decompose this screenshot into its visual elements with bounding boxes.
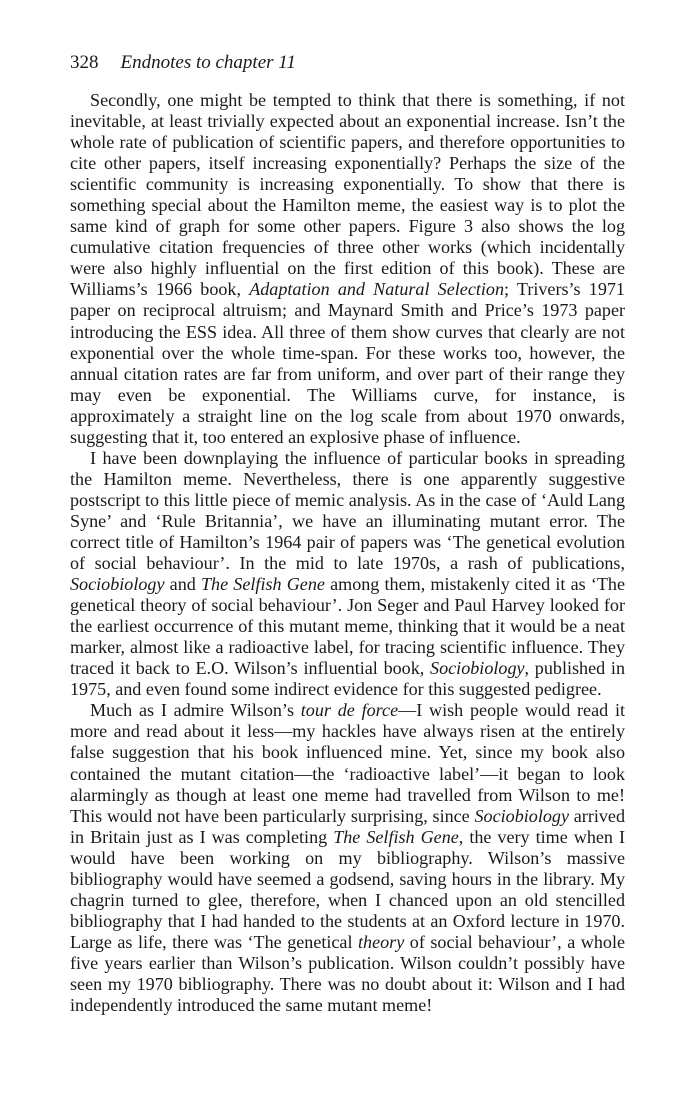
italic-text: The Selfish Gene	[333, 826, 459, 847]
running-head	[70, 52, 625, 80]
text-run: —I wish people would read it more and read about it less—my hackles have always risen at the entirely false suggestion that his book influenced mine. Yet, since my book also contained the mutant citation—the ‘radioactive label’—it began to look alarmingly as though at least one meme had travelled from Wilson to me! This would not have been particularly surprising, since	[70, 700, 626, 826]
page-number: 328	[70, 52, 99, 73]
text-run: and	[164, 574, 201, 595]
text-run: , published in 1975, and even found some indirect evidence for this suggested pedigree.	[70, 658, 625, 700]
italic-text: Sociobiology	[474, 805, 569, 826]
italic-text: Sociobiology	[430, 658, 525, 679]
text-run: Much as I admire Wilson’s	[90, 700, 301, 721]
italic-text: The Selfish Gene	[200, 574, 325, 595]
text-run: I have been downplaying the influence of particular books in spreading the Hamilton meme. Nevertheless, there is one apparently suggestive postscript to this little piece of memic analysis. As in the case of ‘Auld Lang Syne’ and ‘Rule Britannia’, we have an illuminating mutant error. The correct title of Hamilton’s 1964 pair of papers was ‘The genetical evolution of social behaviour’. In the mid to late 1970s, a rash of publications,	[70, 447, 625, 574]
paragraph-2	[70, 448, 625, 701]
paragraph-3	[70, 700, 625, 1016]
text-run: arrived in Britain just as I was completing	[70, 805, 625, 847]
text-run: , the very time when I would have been working on my bibliography. Wilson’s massive bibliography would have seemed a godsend, saving hours in the library. My chagrin turned to glee, therefore, when I chanced upon an old stencilled bibliography that I had handed to the students at an Oxford lecture in 1970. Large as life, there was ‘The genetical	[70, 826, 625, 952]
running-head-title: Endnotes to chapter 11	[120, 52, 296, 73]
italic-text: tour de force	[300, 700, 399, 721]
text-run: ; Trivers’s 1971 paper on reciprocal altruism; and Maynard Smith and Price’s 1973 paper introducing the ESS idea. All three of them show curves that clearly are not exponential over the whole time-span. For these works too, however, the annual citation rates are far from uniform, and over part of their range they may even be exponential. The Williams curve, for instance, is approximately a straight line on the log scale from about 1970 onwards, suggesting that it, too entered an explosive phase of influence.	[70, 279, 625, 447]
italic-text: Sociobiology	[70, 574, 165, 595]
text-run: among them, mistakenly cited it as ‘The genetical theory of social behaviour’. Jon Seger and Paul Harvey looked for the earliest occurrence of this mutant meme, thinking that it would be a neat marker, almost like a radioactive label, for tracing scientific influence. They traced it back to E.O. Wilson’s influential book,	[70, 574, 625, 679]
text-run: Secondly, one might be tempted to think that there is something, if not inevitable, at least trivially expected about an exponential increase. Isn’t the whole rate of publication of scientific papers, and therefore opportunities to cite other papers, itself increasing exponentially? Perhaps the size of the scientific community is increasing exponentially. To show that there is something special about the Hamilton meme, the easiest way is to plot the same kind of graph for some other papers. Figure 3 also shows the log cumulative citation frequencies of three other works (which incidentally were also highly influential on the first edition of this book). These are Williams’s 1966 book,	[70, 90, 625, 300]
italic-text: Adaptation and Natural Selection	[249, 279, 504, 300]
text-run: of social behaviour’, a whole five years earlier than Wilson’s publication. Wilson couldn’t possibly have seen my 1970 bibliography. There was no doubt about it: Wilson and I had independently introduced the same mutant meme!	[70, 931, 626, 1016]
paragraph-1	[70, 90, 625, 448]
body-text	[70, 90, 625, 1016]
book-page	[70, 52, 625, 1016]
italic-text: theory	[358, 931, 405, 952]
